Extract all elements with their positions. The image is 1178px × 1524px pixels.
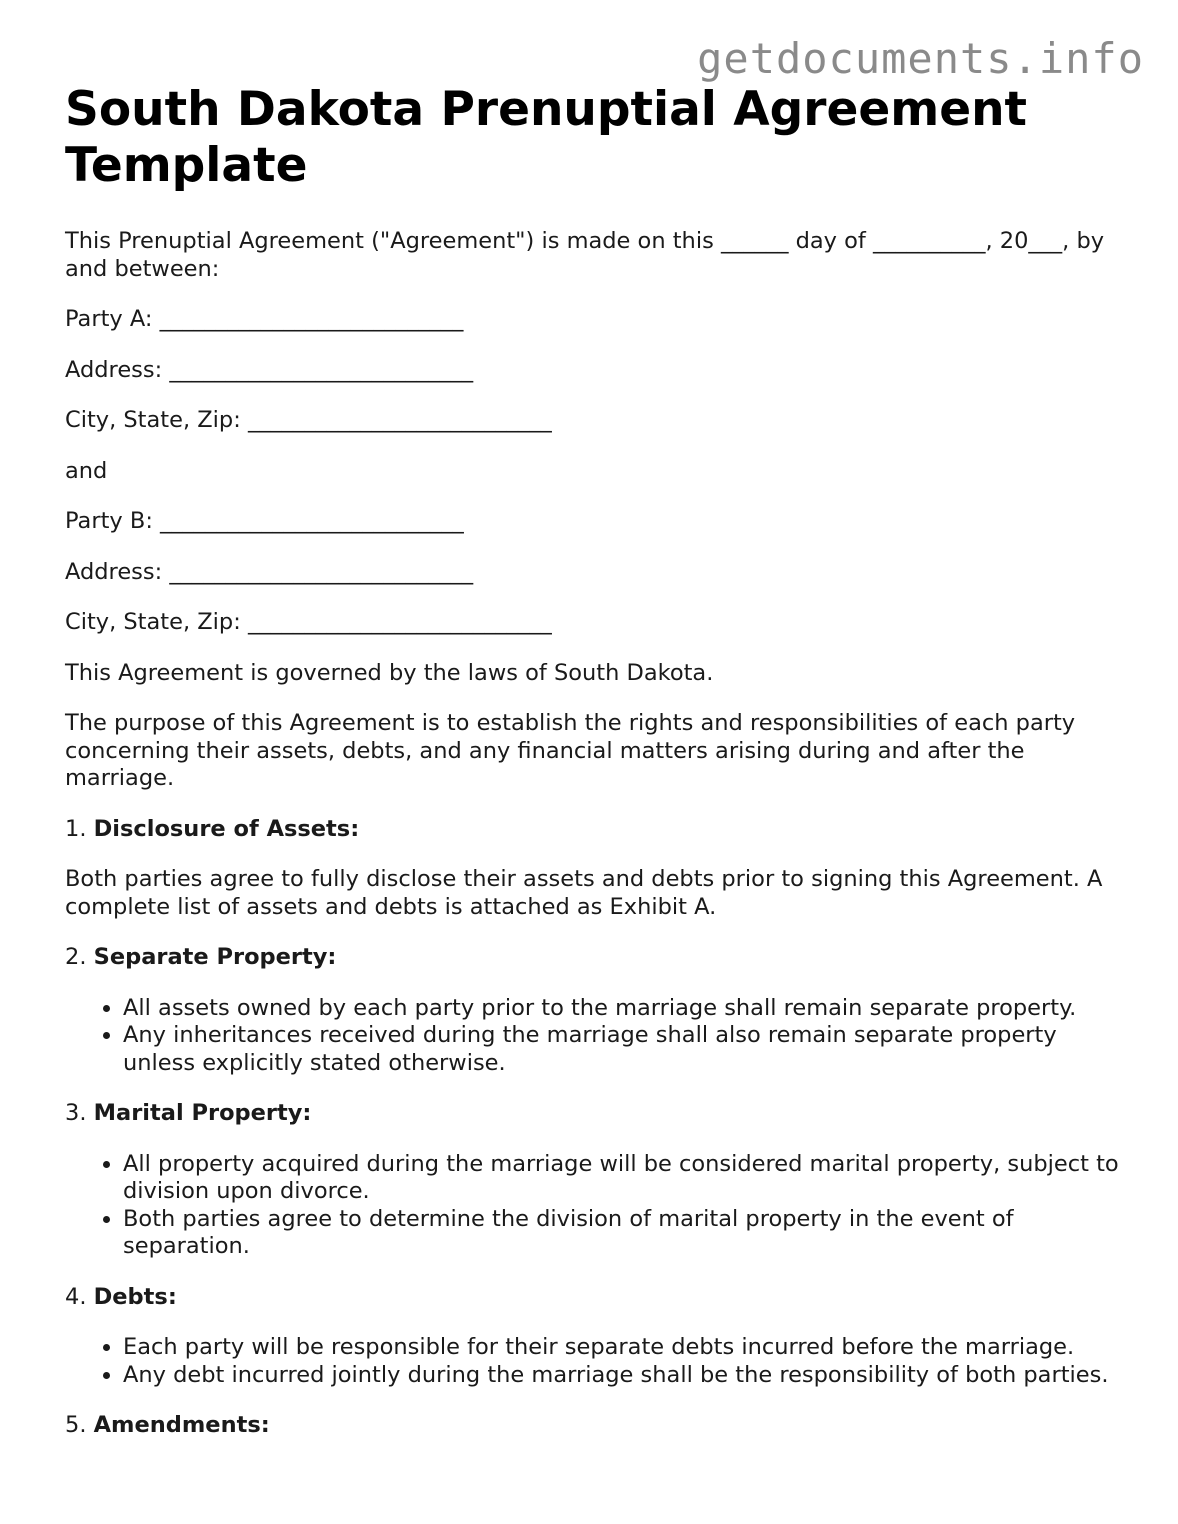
list-item: • All property acquired during the marriage will be considered marital property, subject to division upon divorce. bbox=[123, 1151, 1125, 1206]
section-body: Both parties agree to fully disclose their assets and debts prior to signing this Agreement. A complete list of assets and debts is attached as Exhibit A. bbox=[65, 866, 1103, 920]
section-title: Amendments: bbox=[93, 1412, 270, 1438]
list-item: • All assets owned by each party prior to the marriage shall remain separate property. bbox=[123, 995, 1125, 1023]
list-item: • Both parties agree to determine the division of marital property in the event of separation. bbox=[123, 1206, 1125, 1261]
party-b-address-line: Address: ___________________________ bbox=[65, 558, 474, 585]
section-heading bbox=[65, 816, 1125, 844]
section-heading bbox=[65, 1284, 1125, 1312]
list-item: • Any debt incurred jointly during the marriage shall be the responsibility of both parties. bbox=[123, 1362, 1125, 1390]
party-b-name-line: Party B: ___________________________ bbox=[65, 508, 464, 534]
intro-paragraph: This Prenuptial Agreement ("Agreement") is made on this ______ day of __________, 20___, by and between: bbox=[65, 228, 1105, 282]
document-page bbox=[65, 82, 1125, 1440]
section-title: Disclosure of Assets: bbox=[93, 815, 360, 842]
section-number: 4. bbox=[65, 1283, 87, 1310]
list-item: • Any inheritances received during the marriage shall also remain separate property unless explicitly stated otherwise. bbox=[123, 1022, 1125, 1077]
section-title: Debts: bbox=[93, 1283, 177, 1310]
governing-law-paragraph: This Agreement is governed by the laws of South Dakota. bbox=[65, 659, 714, 686]
and-text: and bbox=[65, 457, 108, 484]
section-heading bbox=[65, 944, 1125, 972]
section-title: Separate Property: bbox=[93, 944, 337, 970]
section-number: 3. bbox=[65, 1100, 87, 1126]
list-item: • Each party will be responsible for their separate debts incurred before the marriage. bbox=[123, 1334, 1125, 1362]
purpose-paragraph: The purpose of this Agreement is to establish the rights and responsibilities of each party concerning their assets, debts, and any financial matters arising during and after the marriage. bbox=[65, 710, 1076, 791]
party-b-city-line: City, State, Zip: ___________________________ bbox=[65, 609, 552, 635]
section-heading bbox=[65, 1100, 1125, 1128]
bullet-list bbox=[65, 995, 1125, 1078]
section-number: 5. bbox=[65, 1412, 87, 1438]
party-a-city-line: City, State, Zip: ___________________________ bbox=[65, 407, 552, 433]
section-number: 1. bbox=[65, 815, 87, 842]
bullet-list bbox=[65, 1334, 1125, 1389]
document-title: South Dakota Prenuptial Agreement Template bbox=[65, 82, 1028, 193]
section-number: 2. bbox=[65, 944, 87, 970]
section-heading bbox=[65, 1412, 1125, 1440]
watermark: getdocuments.info bbox=[697, 34, 1144, 83]
section-title: Marital Property: bbox=[93, 1100, 312, 1126]
bullet-list bbox=[65, 1151, 1125, 1261]
party-a-address-line: Address: ___________________________ bbox=[65, 356, 474, 383]
party-a-name-line: Party A: ___________________________ bbox=[65, 306, 464, 332]
